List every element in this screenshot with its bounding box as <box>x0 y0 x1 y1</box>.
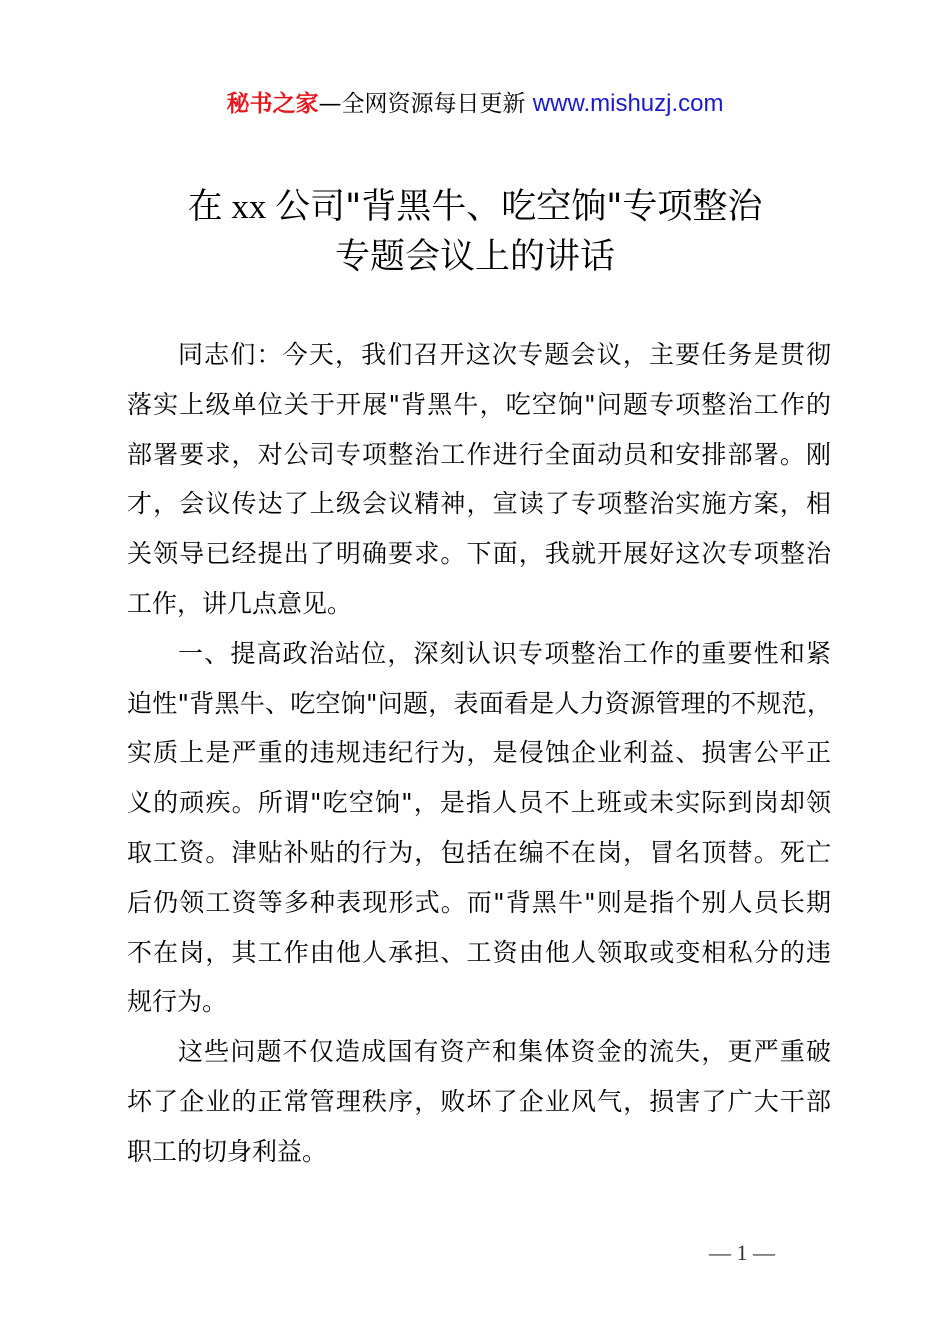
text-line: 规行为。 <box>127 987 228 1017</box>
text-line: 实质上是严重的违规违纪行为，是侵蚀企业利益、损害公平正 <box>127 738 831 768</box>
document-title <box>0 182 950 282</box>
paragraph-2 <box>127 629 831 1027</box>
text-line: 这些问题不仅造成国有资产和集体资金的流失，更严重破 <box>178 1037 831 1067</box>
text-line: 一、提高政治站位，深刻认识专项整治工作的重要性和紧 <box>178 638 831 668</box>
title-text: xx <box>222 187 276 226</box>
text-line: 不在岗，其工作由他人承担、工资由他人领取或变相私分的违 <box>127 937 831 967</box>
site-header <box>0 88 950 120</box>
text-line: 落实上级单位关于开展"背黑牛，吃空饷"问题专项整治工作的 <box>127 389 831 419</box>
text-line: 迫性"背黑牛、吃空饷"问题，表面看是人力资源管理的不规范， <box>127 688 831 718</box>
header-slogan: —全网资源每日更新 <box>318 91 533 117</box>
text-line: 取工资。津贴补贴的行为，包括在编不在岗，冒名顶替。死亡 <box>127 837 831 867</box>
text-line: 同志们：今天，我们召开这次专题会议，主要任务是贯彻 <box>178 340 831 369</box>
text-line: 后仍领工资等多种表现形式。而"背黑牛"则是指个别人员长期 <box>127 887 831 917</box>
page-number: — 1 — <box>709 1240 775 1265</box>
text-line: 职工的切身利益。 <box>127 1136 328 1166</box>
title-text: 在 <box>187 187 223 227</box>
title-line-1 <box>0 182 950 232</box>
paragraph-3 <box>127 1027 831 1176</box>
document-body <box>127 330 831 1177</box>
text-line: 才，会议传达了上级会议精神，宣读了专项整治实施方案，相 <box>127 489 831 519</box>
site-url-link[interactable]: www.mishuzj.com <box>532 90 724 117</box>
text-line: 义的顽疾。所谓"吃空饷"，是指人员不上班或未实际到岗却领 <box>127 788 831 818</box>
text-line: 工作，讲几点意见。 <box>127 588 353 618</box>
text-line: 关领导已经提出了明确要求。下面，我就开展好这次专项整治 <box>127 539 831 569</box>
text-line: 部署要求，对公司专项整治工作进行全面动员和安排部署。刚 <box>127 439 831 469</box>
brand-name: 秘书之家 <box>226 91 319 117</box>
paragraph-1 <box>127 330 831 629</box>
title-text: 公司"背黑牛、吃空饷"专项整治 <box>275 187 763 227</box>
text-line: 坏了企业的正常管理秩序，败坏了企业风气，损害了广大干部 <box>127 1086 831 1116</box>
title-line-2: 专题会议上的讲话 <box>334 237 615 277</box>
